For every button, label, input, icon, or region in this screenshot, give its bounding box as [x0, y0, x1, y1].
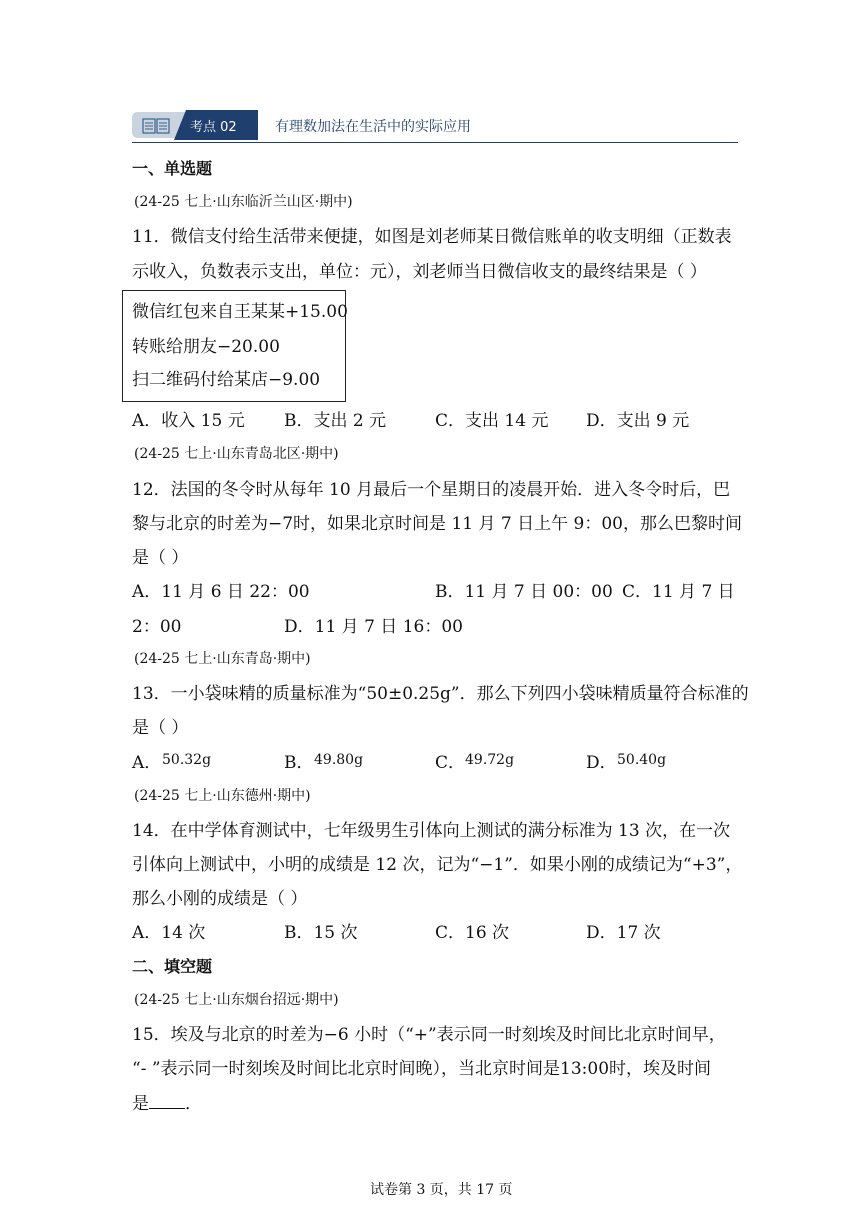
- q15-source: (24-25 七上·山东烟台招远·期中): [134, 992, 339, 1008]
- q13-source: (24-25 七上·山东青岛·期中): [134, 651, 311, 667]
- q14-option-a: A．14 次: [132, 923, 206, 943]
- q14-text-line1: 14．在中学体育测试中，七年级男生引体向上测试的满分标准为 13 次，在一次: [132, 821, 731, 841]
- q11-text-line2: 示收入，负数表示支出，单位：元），刘老师当日微信收支的最终结果是（ ）: [132, 262, 707, 282]
- q14-option-c: C．16 次: [435, 923, 510, 943]
- q14-text-line2: 引体向上测试中，小明的成绩是 12 次，记为“−1”．如果小刚的成绩记为“+3”，: [132, 855, 743, 875]
- title-underline: [258, 142, 738, 143]
- q11-bill-item: 微信红包来自王某某+15.00: [132, 302, 348, 322]
- q14-source: (24-25 七上·山东德州·期中): [134, 788, 311, 804]
- q13-option-c-letter: C．: [435, 753, 466, 773]
- q12-text-line3: 是（ ）: [132, 548, 189, 568]
- q11-text-line1: 11．微信支付给生活带来便捷，如图是刘老师某日微信账单的收支明细（正数表: [132, 227, 732, 247]
- q15-text-line1: 15．埃及与北京的时差为−6 小时（“+”表示同一时刻埃及时间比北京时间早，: [132, 1025, 726, 1045]
- q14-option-d: D．17 次: [586, 923, 661, 943]
- q13-option-d-value: 50.40g: [617, 752, 667, 768]
- topic-title: 有理数加法在生活中的实际应用: [275, 119, 471, 135]
- q11-bill-item: 转账给朋友−20.00: [132, 337, 280, 357]
- q11-option-b: B．支出 2 元: [284, 411, 387, 431]
- q15-text-line3: [132, 1094, 202, 1114]
- q13-option-b-value: 49.80g: [314, 752, 364, 768]
- q13-option-a-letter: A．: [132, 753, 162, 773]
- q11-option-a: A．收入 15 元: [132, 411, 245, 431]
- q15-text-line2: “- ”表示同一时刻埃及时间比北京时间晚），当北京时间是13:00时，埃及时间: [132, 1059, 712, 1079]
- q12-option-b: B．11 月 7 日 00：00: [435, 582, 613, 602]
- title-underline-left: [132, 142, 258, 143]
- q15-answer-blank[interactable]: [149, 1094, 185, 1109]
- section-heading-fill-in: 二、填空题: [132, 957, 213, 976]
- book-icon: [142, 118, 170, 134]
- q12-source: (24-25 七上·山东青岛北区·期中): [134, 446, 339, 462]
- q11-bill-item: 扫二维码付给某店−9.00: [132, 370, 321, 390]
- q13-text-line2: 是（ ）: [132, 718, 189, 738]
- q13-option-b-letter: B．: [284, 753, 314, 773]
- q15-text-suffix: ．: [185, 1094, 202, 1114]
- q15-text-prefix: 是: [132, 1094, 149, 1114]
- q14-option-b: B．15 次: [284, 923, 358, 943]
- q11-option-d: D．支出 9 元: [586, 411, 690, 431]
- q13-option-d-letter: D．: [586, 753, 617, 773]
- q14-text-line3: 那么小刚的成绩是（ ）: [132, 889, 308, 909]
- q11-option-c: C．支出 14 元: [435, 411, 549, 431]
- q12-text-line2: 黎与北京的时差为−7时，如果北京时间是 11 月 7 日上午 9：00，那么巴黎时间: [132, 514, 742, 534]
- q12-option-c: C．11 月 7 日: [622, 582, 735, 602]
- section-badge: [132, 110, 258, 140]
- q13-option-a-value: 50.32g: [162, 752, 212, 768]
- page-number: 试卷第 3 页，共 17 页: [370, 1182, 513, 1198]
- badge-label: 考点 02: [190, 120, 237, 135]
- q13-option-c-value: 49.72g: [465, 752, 515, 768]
- section-heading-single-choice: 一、单选题: [132, 159, 213, 178]
- q12-text-line1: 12．法国的冬令时从每年 10 月最后一个星期日的凌晨开始．进入冬令时后，巴: [132, 480, 731, 500]
- q12-option-a: A．11 月 6 日 22：00: [132, 582, 310, 602]
- q12-option-c-cont: 2：00: [132, 617, 182, 637]
- q13-text-line1: 13．一小袋味精的质量标准为“50±0.25g”．那么下列四小袋味精质量符合标准的: [132, 684, 749, 704]
- q12-option-d: D．11 月 7 日 16：00: [284, 617, 463, 637]
- q11-source: (24-25 七上·山东临沂兰山区·期中): [134, 194, 353, 210]
